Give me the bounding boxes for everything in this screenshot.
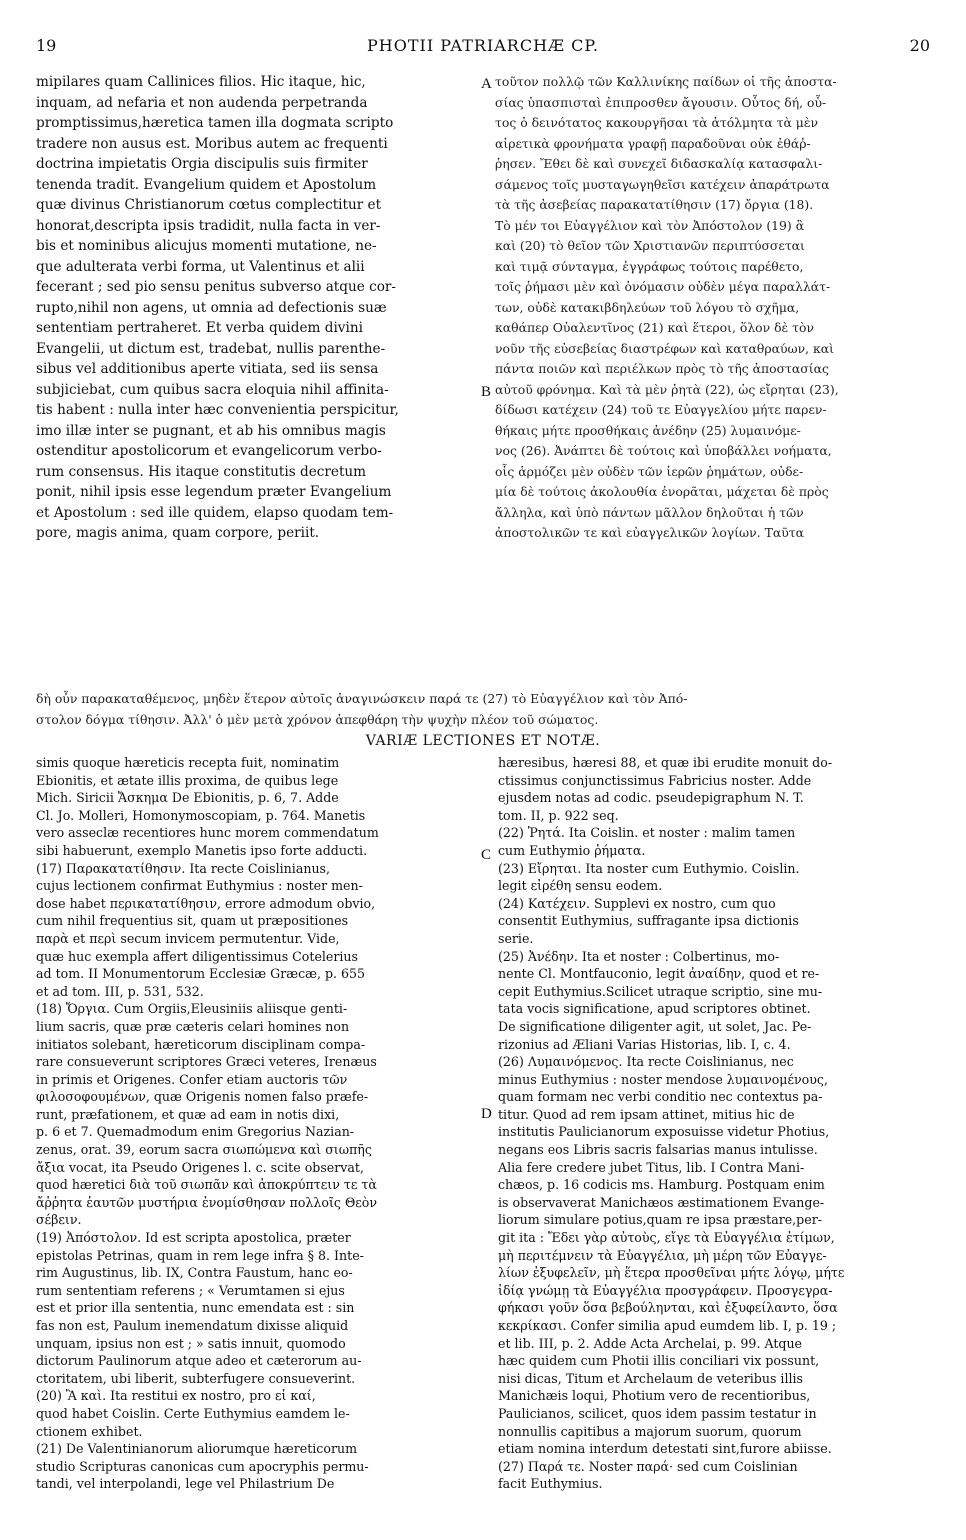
- greek-full-line: στολον δόγμα τίθησιν. Ἀλλ' ὁ μὲν μετὰ χρόνον ἀπεφθάρη τὴν ψυχὴν πλέον τοῦ σώματος.: [36, 712, 599, 727]
- note-line: dose habet περικατατίθησιν, errore admodum obvio,: [36, 895, 376, 911]
- note-line: nonnullis capitibus a majorum suorum, quorum: [498, 1423, 802, 1439]
- note-line: (24) Κατέχειν. Supplevi ex nostro, cum quo: [498, 895, 776, 911]
- note-line: quæ huc exempla affert diligentissimus Cotelerius: [36, 948, 359, 964]
- note-line: (21) De Valentinianorum aliorumque hæreticorum: [36, 1441, 358, 1457]
- note-line: ejusdem notas ad codic. pseudepigraphum N. T.: [498, 790, 804, 806]
- note-line: rum sententiam referens ; « Verumtamen si ejus: [36, 1282, 345, 1298]
- note-line: negans eos Libris sacris falsarias manus intulisse.: [498, 1142, 818, 1158]
- note-line: studio Scripturas canonicas cum apocryphis permu-: [36, 1458, 369, 1474]
- greek-line: δίδωσι κατέχειν (24) τοῦ τε Εὐαγγελίου μήτε παρεν-: [495, 402, 827, 417]
- latin-line: promptissimus,hæretica tamen illa dogmata scripto: [36, 115, 394, 131]
- note-line: unquam, ipsius non est ; » satis innuit, quomodo: [36, 1335, 346, 1351]
- note-line: nisi dicas, Titum et Archelaum de veteribus illis: [498, 1370, 803, 1386]
- latin-line: et Apostolum : sed ille quidem, elapso quodam tem-: [36, 504, 394, 521]
- note-line: hæc quidem cum Photii illis conciliari vix possunt,: [498, 1353, 820, 1369]
- latin-line: tenenda tradit. Evangelium quidem et Apostolum: [36, 176, 377, 193]
- latin-line: honorat,descripta ipsis tradidit, nulla facta in ver-: [36, 217, 381, 234]
- greek-line: θήκαις μήτε προσθήκαις ἀνέδην (25) λυμαινόμε-: [495, 422, 801, 438]
- note-line: Manichæis loqui, Photium vero de recentioribus,: [498, 1388, 811, 1404]
- note-line: etiam nomina interdum detestati sint,furore abiisse.: [498, 1441, 832, 1457]
- margin-letter-a: A: [481, 76, 492, 92]
- greek-text-column: [495, 72, 933, 544]
- note-line: est et prior illa sententia, nunc emendata est : sin: [36, 1300, 355, 1316]
- latin-line: Evangelii, ut dictum est, tradebat, nullis parenthe-: [36, 340, 386, 357]
- note-line: rizonius ad Æliani Varias Historias, lib. I, c. 4.: [498, 1036, 791, 1052]
- greek-line: Τὸ μέν τοι Εὐαγγέλιον καὶ τὸν Ἀπόστολον (19) ἃ: [495, 217, 805, 233]
- note-line: (25) Ἀνέδην. Ita et noster : Colbertinus, mo-: [498, 948, 780, 964]
- latin-line: pore, magis anima, quam corpore, periit.: [36, 525, 320, 541]
- latin-line: sibus vel additionibus aperte vitiata, sed iis sensa: [36, 361, 379, 377]
- greek-line: καὶ τιμᾷ σύνταγμα, ἐγγράφως τούτοις παρέθετο,: [495, 258, 804, 274]
- notes-section-title: VARIÆ LECTIONES ET NOTÆ.: [365, 733, 601, 749]
- note-line: rim Augustinus, lib. IX, Contra Faustum, hanc eo-: [36, 1265, 353, 1281]
- greek-full-width-lines: [36, 688, 934, 730]
- note-line: simis quoque hæreticis recepta fuit, nominatim: [36, 755, 340, 770]
- greek-line: πάντα ποιῶν καὶ περιέλκων πρὸς τὸ τῆς ἀποστασίας: [495, 361, 829, 376]
- latin-line: ostenditur apostolicorum et evangelicorum verbo-: [36, 443, 382, 459]
- note-line: vero asseclæ recentiores hunc morem commendatum: [36, 825, 379, 841]
- note-line: legit εἰρέθη sensu eodem.: [498, 878, 663, 894]
- note-line: p. 6 et 7. Quemadmodum enim Gregorius Nazian-: [36, 1124, 355, 1140]
- note-line: (26) Λυμαινόμενος. Ita recte Coislinianus, nec: [498, 1054, 794, 1070]
- note-line: παρὰ et περὶ secum invicem permutentur. Vide,: [36, 930, 340, 946]
- note-line: et ad tom. III, p. 531, 532.: [36, 983, 204, 999]
- note-line: De significatione diligenter agit, ut solet, Jac. Pe-: [498, 1018, 812, 1034]
- note-line: sibi habuerunt, exemplo Manetis ipso forte adducti.: [36, 842, 368, 858]
- greek-line: νοῦν τῆς εὐσεβείας διαστρέφων καὶ καταθραύων, καὶ: [495, 340, 834, 356]
- greek-line: τοῦτον πολλῷ τῶν Καλλινίκης παίδων οἱ τῆς ἀποστα-: [495, 74, 837, 89]
- note-line: Cl. Jo. Molleri, Homonymoscopiam, p. 764. Manetis: [36, 807, 366, 823]
- greek-line: καὶ (20) τὸ θεῖον τῶν Χριστιανῶν περιπτύσσεται: [495, 238, 805, 253]
- greek-line: καθάπερ Οὐαλεντῖνος (21) καὶ ἕτεροι, ὅλον δὲ τὸν: [495, 320, 814, 335]
- note-line: minus Euthymius : noster mendose λυμαινομένους,: [498, 1071, 828, 1087]
- note-line: ctoritatem, ubi liberit, subterfugere consueverint.: [36, 1370, 356, 1386]
- notes-left-column: [36, 754, 480, 1493]
- note-line: chæos, p. 16 codicis ms. Hamburg. Postquam enim: [498, 1177, 825, 1193]
- greek-line: αἱρετικὰ φρονήματα γραφῇ παραδοῦναι οὐκ ἐθάῤ-: [495, 135, 811, 151]
- greek-line: σίας ὑπασπισταὶ ἐπιπροσθεν ἄγουσιν. Οὗτος δή, οὗ-: [495, 94, 827, 110]
- note-line: git ita : Ἔδει γὰρ αὐτοὺς, εἴγε τὰ Εὐαγγέλια ἐτίμων,: [498, 1230, 835, 1246]
- latin-line: sententiam pertraheret. Et verba quidem divini: [36, 320, 363, 336]
- latin-line: tradere non ausus est. Moribus autem ac frequenti: [36, 135, 388, 152]
- note-line: Ebionitis, et ætate illis proxima, de quibus lege: [36, 772, 339, 788]
- note-line: ctissimus conjunctissimus Fabricius noster. Adde: [498, 772, 812, 788]
- greek-line: ῥησεν. Ἔθει δὲ καὶ συνεχεῖ διδασκαλίᾳ κατασφαλι-: [495, 156, 823, 171]
- greek-line: σάμενος τοῖς μυσταγωγηθεῖσι κατέχειν ἀπαράτρωτα: [495, 176, 830, 192]
- note-line: φήκασι γοῦν ὅσα βεβούληνται, καὶ ἐξυφείλαντο, ὅσα: [498, 1300, 838, 1316]
- note-line: (19) Ἀπόστολον. Id est scripta apostolica, præter: [36, 1230, 351, 1246]
- note-line: quod hæretici διὰ τοῦ σιωπᾶν καὶ ἀποκρύπτειν τε τὰ: [36, 1177, 377, 1193]
- note-line: nente Cl. Montfauconio, legit ἀναίδην, quod et re-: [498, 966, 820, 982]
- note-line: in primis et Origenes. Confer etiam auctoris τῶν: [36, 1071, 348, 1087]
- latin-line: que adulterata verbi forma, ut Valentinus et alii: [36, 258, 365, 275]
- note-line: serie.: [498, 930, 534, 946]
- note-line: μὴ περιτέμνειν τὰ Εὐαγγέλια, μὴ μέρη τῶν Εὐαγγε-: [498, 1247, 827, 1263]
- latin-line: imo illæ inter se pugnant, et ab his omnibus magis: [36, 422, 386, 439]
- note-line: (27) Παρά τε. Noster παρά· sed cum Coislinian: [498, 1458, 798, 1474]
- note-line: (20) Ἃ καὶ. Ita restitui ex nostro, pro εἰ καί,: [36, 1388, 316, 1404]
- latin-line: rupto,nihil non agens, ut omnia ad defectionis suæ: [36, 299, 387, 316]
- note-line: runt, præfationem, et quæ ad eam in notis dixi,: [36, 1106, 340, 1122]
- latin-line: tis habent : nulla inter hæc convenientia perspicitur,: [36, 402, 399, 418]
- greek-line: ἄλληλα, καὶ ὑπὸ πάντων μᾶλλον δηλοῦται ἡ τῶν: [495, 504, 804, 520]
- note-line: λίων ἐξυφελεῖν, μὴ ἕτερα προσθεῖναι μήτε λόγῳ, μήτε: [498, 1265, 845, 1281]
- latin-translation-column: [36, 72, 480, 544]
- note-line: κεκρίκασι. Confer similia apud eumdem lib. I, p. 19 ;: [498, 1318, 837, 1333]
- latin-line: quæ divinus Christianorum cœtus complectitur et: [36, 197, 382, 213]
- note-line: ἄῤῥητα ἑαυτῶν μυστήρια ἐνομίσθησαν πολλοῖς Θεὸν: [36, 1194, 378, 1210]
- running-title: PHOTII PATRIARCHÆ CP.: [367, 36, 599, 55]
- note-line: is observaverat Manichæos æstimationem Evange-: [498, 1194, 825, 1210]
- note-line: tandi, vel interpolandi, lege vel Philastrium De: [36, 1476, 335, 1492]
- note-line: cum nihil frequentius sit, quam ut præpositiones: [36, 913, 349, 929]
- page-number-right: 20: [909, 36, 930, 55]
- greek-line: νος (26). Ἀνάπτει δὲ τούτοις καὶ ὑποβάλλει νοήματα,: [495, 443, 832, 458]
- running-header: [36, 36, 930, 60]
- note-line: tom. II, p. 922 seq.: [498, 807, 619, 823]
- note-line: σέβειν.: [36, 1212, 82, 1228]
- margin-letter-b: B: [481, 384, 492, 400]
- latin-line: bis et nominibus alicujus momenti mutatione, ne-: [36, 238, 377, 254]
- page-number-left: 19: [36, 36, 57, 55]
- note-line: institutis Paulicianorum exposuisse videtur Photius,: [498, 1124, 830, 1140]
- note-line: (18) Ὄργια. Cum Orgiis,Eleusiniis aliisque genti-: [36, 1001, 348, 1017]
- latin-line: inquam, ad nefaria et non audenda perpetranda: [36, 94, 368, 111]
- note-line: initiatos solebant, hæreticorum disciplinam compa-: [36, 1036, 366, 1052]
- greek-line: τοῖς ῥήμασι μὲν καὶ ὀνόμασιν οὐδὲν μέγα παραλλάτ-: [495, 279, 831, 294]
- note-line: fas non est, Paulum inemendatum dixisse aliquid: [36, 1318, 349, 1333]
- latin-line: mipilares quam Callinices filios. Hic itaque, hic,: [36, 74, 366, 90]
- note-line: facit Euthymius.: [498, 1476, 603, 1492]
- latin-line: rum consensus. His itaque constitutis decretum: [36, 463, 367, 480]
- note-line: ἰδίᾳ γνώμῃ τὰ Εὐαγγέλια προσγράφειν. Προσγεγρα-: [498, 1282, 833, 1298]
- greek-line: αὐτοῦ φρόνημα. Καὶ τὰ μὲν ῥητὰ (22), ὡς εἴρηται (23),: [495, 381, 839, 397]
- note-line: Paulicianos, scilicet, quos idem passim testatur in: [498, 1405, 817, 1421]
- note-line: consentit Euthymius, suffragante ipsa dictionis: [498, 913, 799, 929]
- note-line: et lib. III, p. 2. Adde Acta Archelai, p. 99. Atque: [498, 1335, 803, 1351]
- greek-full-line: δὴ οὖν παρακαταθέμενος, μηδὲν ἕτερον αὐτοῖς ἀναγινώσκειν παρά τε (27) τὸ Εὐαγγέλιον καὶ τὸν Ἀπό-: [36, 691, 688, 706]
- latin-line: subjiciebat, cum quibus sacra eloquia nihil affinita-: [36, 381, 389, 398]
- note-line: φιλοσοφουμένων, quæ Origenis nomen falso præfe-: [36, 1089, 369, 1105]
- note-line: dictorum Paulinorum atque adeo et cæterorum au-: [36, 1353, 362, 1369]
- margin-letter-d: D: [481, 1106, 492, 1122]
- note-line: liorum simulare potius,quam re ipsa præstare,per-: [498, 1212, 822, 1228]
- note-line: lium sacris, quæ præ cæteris celari homines non: [36, 1018, 350, 1034]
- note-line: quod habet Coislin. Certe Euthymius eamdem le-: [36, 1405, 350, 1421]
- greek-line: τὰ τῆς ἀσεβείας παρακατατίθησιν (17) ὄργια (18).: [495, 197, 814, 212]
- note-line: cepit Euthymius.Scilicet utraque scriptio, sine mu-: [498, 983, 823, 999]
- note-line: Alia fere credere jubet Titus, lib. I Contra Mani-: [498, 1159, 805, 1175]
- greek-line: των, οὐδὲ κατακιβδηλεύων τοῦ λόγου τὸ σχῆμα,: [495, 299, 800, 315]
- note-line: (23) Εἴρηται. Ita noster cum Euthymio. Coislin.: [498, 860, 800, 876]
- note-line: cum Euthymio ῥήματα.: [498, 842, 646, 858]
- greek-line: ἀποστολικῶν τε καὶ εὐαγγελικῶν λογίων. Ταῦτα: [495, 525, 804, 540]
- note-line: titur. Quod ad rem ipsam attinet, mitius hic de: [498, 1106, 795, 1122]
- note-line: cujus lectionem confirmat Euthymius : noster men-: [36, 878, 363, 894]
- note-line: Mich. Siricii Ἄσκημα De Ebionitis, p. 6, 7. Adde: [36, 790, 339, 806]
- note-line: (17) Παρακατατίθησιν. Ita recte Coislinianus,: [36, 860, 331, 876]
- note-line: zenus, orat. 39, eorum sacra σιωπώμενα καὶ σιωπῆς: [36, 1142, 372, 1158]
- note-line: tata vocis significatione, apud scriptores obtinet.: [498, 1001, 811, 1017]
- note-line: (22) Ῥητά. Ita Coislin. et noster : malim tamen: [498, 825, 796, 841]
- note-line: ad tom. II Monumentorum Ecclesiæ Græcæ, p. 655: [36, 966, 366, 982]
- note-line: hæresibus, hæresi 88, et quæ ibi erudite monuit do-: [498, 755, 833, 770]
- notes-right-column: [498, 754, 934, 1493]
- note-line: rare consueverunt scriptores Græci veteres, Irenæus: [36, 1054, 377, 1070]
- margin-letter-c: C: [481, 847, 492, 863]
- latin-line: fecerant ; sed pio sensu penitus subverso atque cor-: [36, 279, 396, 295]
- latin-line: doctrina impietatis Orgia discipulis suis firmiter: [36, 156, 368, 172]
- note-line: ἄξια vocat, ita Pseudo Origenes l. c. scite observat,: [36, 1159, 364, 1175]
- note-line: epistolas Petrinas, quam in rem lege infra § 8. Inte-: [36, 1247, 364, 1263]
- greek-line: μία δὲ τούτοις ἀκολουθία ἐνορᾶται, μάχεται δὲ πρὸς: [495, 484, 829, 499]
- greek-line: τος ὁ δεινότατος κακουργῆσαι τὰ ἀτόλμητα τὰ μὲν: [495, 115, 819, 130]
- greek-line: οἷς ἁρμόζει μὲν οὐδὲν τῶν ἱερῶν ῥημάτων, οὐδε-: [495, 463, 804, 479]
- note-line: quam formam nec verbi conditio nec contextus pa-: [498, 1089, 823, 1105]
- latin-line: ponit, nihil ipsis esse legendum præter Evangelium: [36, 484, 392, 500]
- note-line: ctionem exhibet.: [36, 1423, 143, 1439]
